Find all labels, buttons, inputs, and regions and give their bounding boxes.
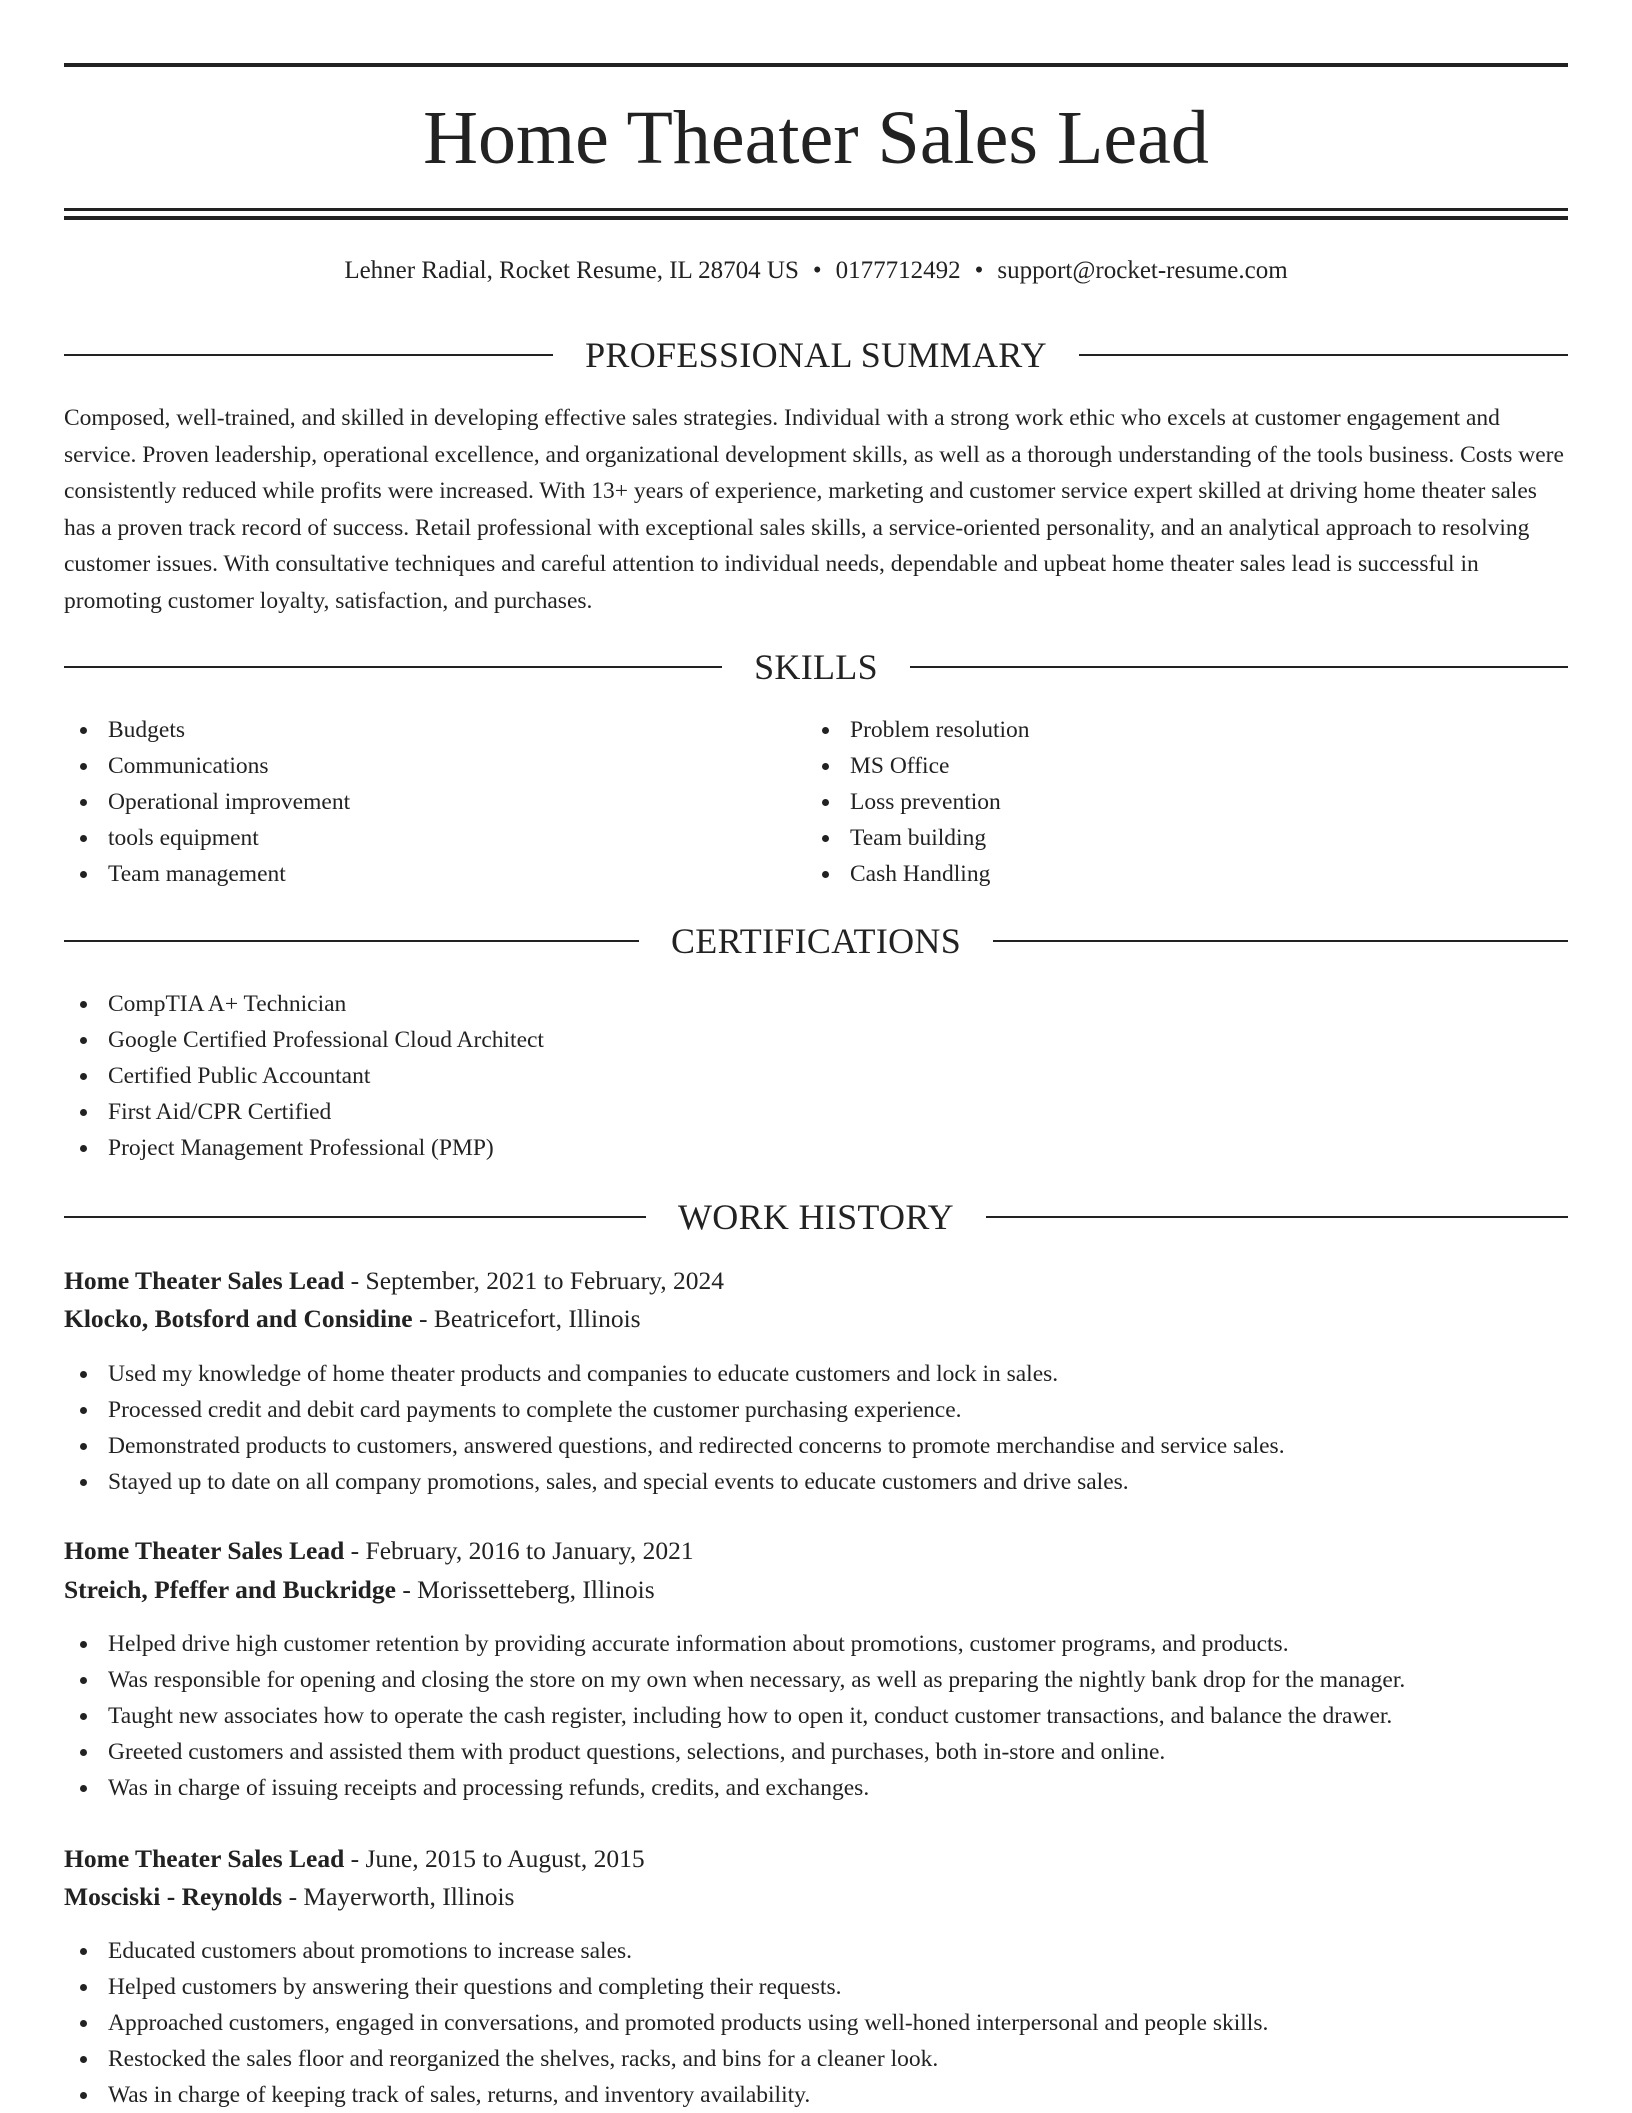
skill-item: MS Office	[806, 748, 1030, 784]
contact-separator: •	[974, 257, 984, 284]
section-heading-certifications	[64, 919, 1568, 963]
certifications-list	[64, 986, 544, 1166]
job-company-line	[64, 1301, 1568, 1337]
job-title-line	[64, 1533, 1568, 1569]
job-title-line	[64, 1841, 1568, 1877]
section-heading-summary	[64, 333, 1568, 377]
certification-item: Certified Public Accountant	[64, 1058, 544, 1094]
heading-rule-right	[910, 666, 1568, 668]
section-heading-label: CERTIFICATIONS	[670, 921, 962, 961]
job-bullet: Was in charge of keeping track of sales, returns, and inventory availability.	[64, 2077, 1268, 2113]
job-bullet: Restocked the sales floor and reorganized the shelves, racks, and bins for a cleaner look.	[64, 2041, 1268, 2077]
job-bullet: Used my knowledge of home theater products and companies to educate customers and lock in sales.	[64, 1356, 1285, 1392]
job-bullets	[64, 1626, 1405, 1806]
section-heading-work-history	[64, 1195, 1568, 1239]
job-location: - Mayerworth, Illinois	[282, 1882, 515, 1911]
header-double-rule-upper	[64, 208, 1568, 211]
skill-item: Team management	[64, 856, 350, 892]
heading-rule-right	[986, 1216, 1568, 1218]
skills-list-left	[64, 712, 350, 892]
job-dates: - September, 2021 to February, 2024	[344, 1266, 725, 1295]
job-bullet: Was in charge of issuing receipts and processing refunds, credits, and exchanges.	[64, 1770, 1405, 1806]
skill-item: Operational improvement	[64, 784, 350, 820]
job-bullet: Taught new associates how to operate the cash register, including how to open it, conduct customer transactions, and balance the drawer.	[64, 1698, 1405, 1734]
contact-phone: 0177712492	[835, 257, 961, 284]
job-bullet: Processed credit and debit card payments to complete the customer purchasing experience.	[64, 1392, 1285, 1428]
skill-item: Budgets	[64, 712, 350, 748]
job-bullet: Helped drive high customer retention by providing accurate information about promotions, customer programs, and products.	[64, 1626, 1405, 1662]
contact-line	[64, 255, 1568, 287]
resume-title: Home Theater Sales Lead	[423, 96, 1209, 180]
job-bullet: Approached customers, engaged in conversations, and promoted products using well-honed interpersonal and people skills.	[64, 2005, 1268, 2041]
skill-item: Problem resolution	[806, 712, 1030, 748]
heading-rule-left	[64, 354, 553, 356]
header-top-rule	[64, 63, 1568, 67]
skills-list-right	[806, 712, 1030, 892]
skill-item: Team building	[806, 820, 1030, 856]
job-bullets	[64, 1356, 1285, 1500]
job-bullet: Greeted customers and assisted them with product questions, selections, and purchases, both in-store and online.	[64, 1734, 1405, 1770]
job-title: Home Theater Sales Lead	[64, 1844, 345, 1873]
heading-rule-right	[1079, 354, 1568, 356]
skill-item: Cash Handling	[806, 856, 1030, 892]
heading-rule-left	[64, 1216, 646, 1218]
job-company-line	[64, 1879, 1568, 1915]
job-location: - Beatricefort, Illinois	[412, 1304, 641, 1333]
heading-rule-left	[64, 666, 722, 668]
job-bullet: Stayed up to date on all company promotions, sales, and special events to educate customers and drive sales.	[64, 1464, 1285, 1500]
job-bullet: Was responsible for opening and closing the store on my own when necessary, as well as preparing the nightly bank drop for the manager.	[64, 1662, 1405, 1698]
summary-text: Composed, well-trained, and skilled in developing effective sales strategies. Individual with a strong work ethic who excels at customer engagement and service. Proven leadership, operational excellence, and organizational development skills, as well as a thorough understanding of the tools business. Costs were consistently reduced while profits were increased. With 13+ years of experience, marketing and customer service expert skilled at driving home theater sales has a proven track record of success. Retail professional with exceptional sales skills, a service-oriented personality, and an analytical approach to resolving customer issues. With consultative techniques and careful attention to individual needs, dependable and upbeat home theater sales lead is successful in promoting customer loyalty, satisfaction, and purchases.	[64, 405, 1564, 614]
job-title: Home Theater Sales Lead	[64, 1266, 345, 1295]
job-company-line	[64, 1572, 1568, 1608]
certification-item: Project Management Professional (PMP)	[64, 1130, 544, 1166]
job-location: - Morissetteberg, Illinois	[395, 1575, 655, 1604]
skill-item: Communications	[64, 748, 350, 784]
job-dates: - June, 2015 to August, 2015	[344, 1844, 645, 1873]
section-heading-label: WORK HISTORY	[678, 1197, 954, 1237]
heading-rule-right	[993, 940, 1568, 942]
section-heading-label: PROFESSIONAL SUMMARY	[585, 335, 1047, 375]
skill-item: tools equipment	[64, 820, 350, 856]
job-bullet: Demonstrated products to customers, answered questions, and redirected concerns to promote merchandise and service sales.	[64, 1428, 1285, 1464]
job-company: Klocko, Botsford and Considine	[64, 1304, 413, 1333]
job-company: Mosciski - Reynolds	[64, 1882, 283, 1911]
header-double-rule-lower	[64, 216, 1568, 220]
job-bullets	[64, 1933, 1268, 2113]
certification-item: First Aid/CPR Certified	[64, 1094, 544, 1130]
skill-item: Loss prevention	[806, 784, 1030, 820]
heading-rule-left	[64, 940, 639, 942]
section-heading-skills	[64, 645, 1568, 689]
job-title: Home Theater Sales Lead	[64, 1536, 345, 1565]
certification-item: CompTIA A+ Technician	[64, 986, 544, 1022]
contact-address: Lehner Radial, Rocket Resume, IL 28704 US	[344, 257, 799, 284]
job-bullet: Helped customers by answering their questions and completing their requests.	[64, 1969, 1268, 2005]
section-heading-label: SKILLS	[754, 647, 878, 687]
contact-email[interactable]: support@rocket-resume.com	[997, 257, 1288, 284]
job-bullet: Educated customers about promotions to increase sales.	[64, 1933, 1268, 1969]
job-company: Streich, Pfeffer and Buckridge	[64, 1575, 396, 1604]
certification-item: Google Certified Professional Cloud Architect	[64, 1022, 544, 1058]
contact-separator: •	[812, 257, 822, 284]
job-title-line	[64, 1263, 1568, 1299]
job-dates: - February, 2016 to January, 2021	[344, 1536, 694, 1565]
